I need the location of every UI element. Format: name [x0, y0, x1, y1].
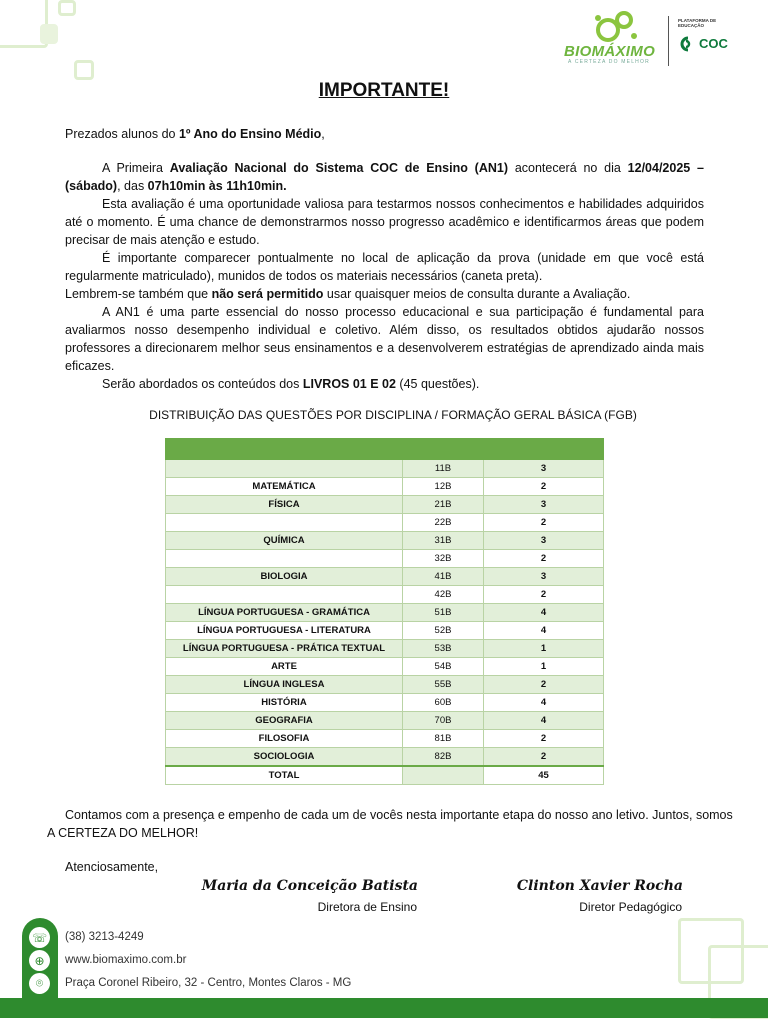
closing-text: Contamos com a presença e empenho de cada um de vocês nesta importante etapa do nosso ano letivo. Juntos, somos A CERTEZA DO MELHOR! — [47, 808, 733, 840]
paragraph-importance: A AN1 é uma parte essencial do nosso processo educacional e sua participação é fundamental para avaliarmos nosso desempenho individual e coletivo. Além disso, os resultados obtidos ajudarão nossos professores a direcionarem melhor seus ensinamentos e a desenvolverem estratégias de aprendizado ainda mais eficazes. — [65, 305, 704, 373]
questions-cell: 2 — [484, 748, 604, 767]
decor-square-2 — [40, 24, 58, 44]
footer-website[interactable]: www.biomaximo.com.br — [65, 954, 187, 966]
p6-text-1: Serão abordados os conteúdos dos — [102, 377, 303, 391]
table-header-cell — [166, 439, 604, 460]
table-row — [166, 730, 604, 748]
globe-icon: ⊕ — [29, 950, 50, 971]
p6-text-2: (45 questões). — [395, 377, 480, 391]
p1-text-2: acontecerá no dia — [508, 161, 628, 175]
decor-square-4 — [74, 60, 94, 80]
biomaximo-logo — [562, 8, 738, 66]
role-director-teaching: Diretora de Ensino — [317, 900, 417, 914]
logo-tagline: A CERTEZA DO MELHOR — [568, 59, 650, 65]
regards: Atenciosamente, — [65, 860, 159, 874]
code-cell: 60B — [403, 694, 484, 712]
table-row — [166, 622, 604, 640]
paragraph-punctuality: É importante comparecer pontualmente no local de aplicação da prova (unidade em que você está regularmente matriculado), munidos de todos os materiais necessários (caneta preta). — [65, 251, 704, 283]
p1-date: 12/04/2025 – (sábado) — [65, 161, 704, 193]
questions-cell: 4 — [484, 694, 604, 712]
logo-brand: BIOMÁXIMO — [564, 43, 656, 60]
role-director-pedagogical: Diretor Pedagógico — [579, 900, 682, 914]
p1-time: 07h10min às 11h10min. — [147, 179, 287, 193]
p6-books: LIVROS 01 E 02 — [302, 377, 396, 391]
code-cell: 55B — [403, 676, 484, 694]
logo-platform: PLATAFORMA DE EDUCAÇÃO — [678, 18, 717, 28]
discipline-cell — [166, 460, 403, 478]
discipline-cell: FILOSOFIA — [166, 730, 403, 748]
table-header-row — [166, 439, 604, 460]
table-row — [166, 550, 604, 568]
discipline-cell: QUÍMICA — [166, 532, 403, 550]
paragraph-contents — [65, 375, 704, 393]
discipline-cell — [166, 586, 403, 604]
discipline-cell: BIOLOGIA — [166, 568, 403, 586]
distribution-table — [165, 438, 604, 785]
table-total-row — [166, 766, 604, 785]
table-row — [166, 568, 604, 586]
discipline-cell: SOCIOLOGIA — [166, 748, 403, 767]
questions-cell: 3 — [484, 460, 604, 478]
questions-cell: 2 — [484, 676, 604, 694]
code-cell: 70B — [403, 712, 484, 730]
table-row — [166, 478, 604, 496]
code-cell: 54B — [403, 658, 484, 676]
total-label: TOTAL — [166, 766, 403, 785]
questions-cell: 2 — [484, 550, 604, 568]
questions-cell: 4 — [484, 622, 604, 640]
logo-partner: COC — [699, 36, 728, 51]
table-row — [166, 712, 604, 730]
paragraph-no-consultation — [65, 285, 704, 303]
p4-text-2: usar quaisquer meios de consulta durante a Avaliação. — [323, 287, 631, 301]
questions-cell: 2 — [484, 478, 604, 496]
p1-text-1: A Primeira — [102, 161, 170, 175]
code-cell: 31B — [403, 532, 484, 550]
discipline-cell: LÍNGUA PORTUGUESA - PRÁTICA TEXTUAL — [166, 640, 403, 658]
code-cell: 53B — [403, 640, 484, 658]
p4-text-1: Lembrem-se também que — [65, 287, 212, 301]
code-cell: 22B — [403, 514, 484, 532]
questions-cell: 2 — [484, 586, 604, 604]
code-cell: 12B — [403, 478, 484, 496]
discipline-cell — [166, 550, 403, 568]
greeting — [65, 125, 325, 143]
table-row — [166, 640, 604, 658]
questions-cell: 1 — [484, 658, 604, 676]
p1-exam-name: Avaliação Nacional do Sistema COC de Ensino (AN1) — [169, 161, 509, 175]
table-row — [166, 514, 604, 532]
code-cell: 42B — [403, 586, 484, 604]
questions-cell: 3 — [484, 532, 604, 550]
questions-cell: 2 — [484, 514, 604, 532]
discipline-cell: MATEMÁTICA — [166, 478, 403, 496]
table-row — [166, 604, 604, 622]
location-pin-icon: ⌾ — [29, 973, 50, 994]
discipline-cell: FÍSICA — [166, 496, 403, 514]
greeting-text: Prezados alunos do — [65, 127, 179, 141]
questions-cell: 1 — [484, 640, 604, 658]
biomaximo-molecule-icon — [590, 8, 650, 44]
table-row — [166, 676, 604, 694]
footer-address: Praça Coronel Ribeiro, 32 - Centro, Montes Claros - MG — [65, 977, 352, 989]
discipline-cell: HISTÓRIA — [166, 694, 403, 712]
signature-director-pedagogical: Clinton Xavier Rocha — [516, 878, 683, 894]
logo-divider — [668, 16, 669, 66]
page-title: IMPORTANTE! — [318, 80, 450, 101]
table-row — [166, 532, 604, 550]
code-cell: 52B — [403, 622, 484, 640]
greeting-end: , — [321, 127, 325, 141]
code-cell: 41B — [403, 568, 484, 586]
total-value: 45 — [484, 766, 604, 785]
code-cell: 81B — [403, 730, 484, 748]
table-row — [166, 694, 604, 712]
questions-cell: 3 — [484, 568, 604, 586]
questions-cell: 4 — [484, 712, 604, 730]
decor-square-3 — [58, 0, 76, 16]
code-cell: 21B — [403, 496, 484, 514]
table-row — [166, 460, 604, 478]
paragraph-opportunity: Esta avaliação é uma oportunidade valiosa para testarmos nossos conhecimentos e habilidades adquiridos até o momento. É uma chance de demonstrarmos nosso progresso acadêmico e identificarmos áreas que podem precisar de mais atenção e estudo. — [65, 197, 704, 247]
discipline-cell: GEOGRAFIA — [166, 712, 403, 730]
phone-icon: ☏ — [29, 927, 50, 948]
total-code-cell — [403, 766, 484, 785]
table-title: DISTRIBUIÇÃO DAS QUESTÕES POR DISCIPLINA / FORMAÇÃO GERAL BÁSICA (FGB) — [149, 408, 637, 422]
discipline-cell: LÍNGUA PORTUGUESA - LITERATURA — [166, 622, 403, 640]
discipline-cell — [166, 514, 403, 532]
signature-director-teaching: Maria da Conceição Batista — [201, 878, 418, 894]
table-row — [166, 586, 604, 604]
table-row — [166, 748, 604, 767]
discipline-cell: LÍNGUA PORTUGUESA - GRAMÁTICA — [166, 604, 403, 622]
p4-not-allowed: não será permitido — [211, 287, 324, 301]
questions-cell: 4 — [484, 604, 604, 622]
footer-phone[interactable]: (38) 3213-4249 — [65, 931, 144, 943]
code-cell: 82B — [403, 748, 484, 767]
p1-text-3: , das — [117, 179, 148, 193]
coc-icon — [678, 36, 698, 52]
questions-cell: 3 — [484, 496, 604, 514]
footer-bar — [0, 998, 768, 1018]
discipline-cell: LÍNGUA INGLESA — [166, 676, 403, 694]
table-row — [166, 496, 604, 514]
code-cell: 11B — [403, 460, 484, 478]
discipline-cell: ARTE — [166, 658, 403, 676]
greeting-class: 1º Ano do Ensino Médio — [178, 127, 322, 141]
questions-cell: 2 — [484, 730, 604, 748]
table-row — [166, 658, 604, 676]
code-cell: 51B — [403, 604, 484, 622]
code-cell: 32B — [403, 550, 484, 568]
paragraph-exam-date — [65, 159, 704, 195]
